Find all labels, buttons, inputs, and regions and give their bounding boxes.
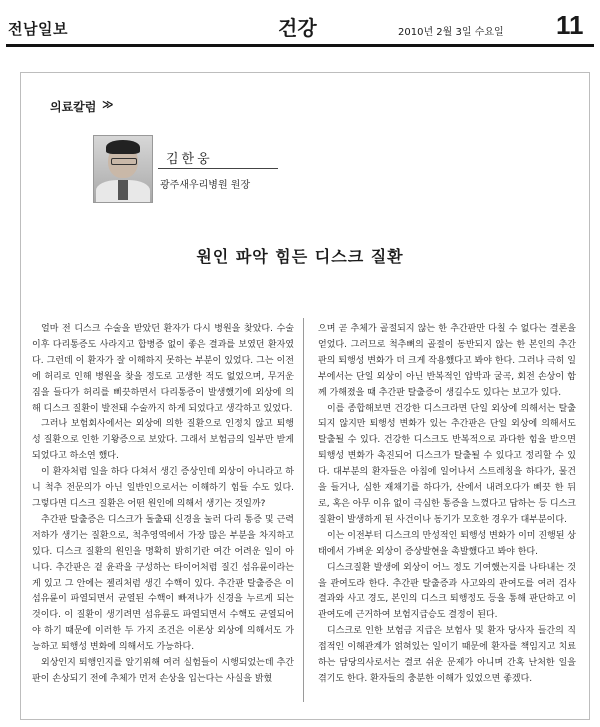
- publication-date: 2010년 2월 3일 수요일: [398, 27, 504, 38]
- paragraph: 디스크질환 발생에 외상이 어느 정도 기여했는지를 나타내는 것을 관여도라 한다. 추간판 탈출증과 사고와의 관여도를 여러 검사결과와 사고 경도, 본인의 디스크 퇴행정도 등을 통해 판단하고 이 관여도에 근거하여 보험지급승도 결정이 된다.: [318, 562, 576, 621]
- paragraph: 이 환자처럼 일을 하다 다쳐서 생긴 증상인데 외상이 아니라고 하니 척추 전문의가 아닌 일반인으로서는 이해하기 힘들 수도 있다. 그렇다면 디스크 질환은 어떤 원인에 의해서 생기는 것일까?: [32, 467, 294, 509]
- column-divider: [303, 318, 304, 702]
- paragraph: 디스크로 인한 보험금 지급은 보험사 및 환자 당사자 들간의 직접적인 이해관계가 얽혀있는 일이기 때문에 환자를 책임지고 치료하는 담당의사로서는 결코 쉬운 문제가 아니며 간혹 난처한 일을 겪기도 한다. 환자들의 충분한 이해가 있었으면 좋겠다.: [318, 626, 576, 684]
- photo-tie: [118, 180, 128, 200]
- author-divider: [158, 168, 278, 169]
- article-headline: 원인 파악 힘든 디스크 질환: [196, 247, 404, 266]
- column-tag: 의료칼럼: [50, 100, 97, 114]
- header-rule: [6, 44, 594, 47]
- paragraph: 추간판 탈출증은 디스크가 돌출돼 신경을 눌러 다리 통증 및 근력저하가 생기는 질환으로, 척추영역에서 가장 많은 부분을 차지하고 있다. 디스크 질환의 원인을 명확히 밝히기란 여간 어려운 일이 아니다. 추간판은 겉 윤곽을 구성하는 타이어처럼 질긴 섬유륜이라는 게 있고 그 안에는 젤리처럼 생긴 수핵이 있다. 추간판 탈출증은 이 섬유륜이 파열되면서 균열된 수핵이 빠져나가 신경을 누르게 되는 것이다. 이 질환이 생기려면 섬유륜도 파열되면서 수핵도 균열되어야 하기 때문에 이러한 두 가지 조건은 이론상 외상에 의해서도 가능하고 퇴행성 변화에 의해서도 가능하다.: [32, 514, 294, 653]
- section-title: 건강: [278, 16, 317, 40]
- page-number: 11: [556, 10, 584, 40]
- paragraph: 얼마 전 디스크 수술을 받았던 환자가 다시 병원을 찾았다. 수술 이후 다리통증도 사라지고 합병증 없이 좋은 결과를 보였던 환자였다. 그런데 이 환자가 잘 이해하지 못하는 부분이 있었다. 그는 이전에 허리로 인해 병원을 찾을 정도로 고생한 적도 없었으며, 무거운 짐을 들다가 허리를 삐끗하면서 다리통증이 발생했기에 외상에 의해 디스크 질환이 발전돼 수술까지 하게 되었다고 생각하고 있었다.: [32, 324, 294, 414]
- paragraph: 이는 이전부터 디스크의 만성적인 퇴행성 변화가 이미 진행된 상태에서 가벼운 외상이 증상발현을 촉발했다고 봐야 한다.: [318, 530, 576, 557]
- masthead: [0, 0, 600, 46]
- author-name: 김한웅: [166, 152, 213, 167]
- newspaper-name: 전남일보: [8, 20, 68, 38]
- photo-glasses: [111, 158, 137, 165]
- paragraph: 으며 곧 추체가 골절되지 않는 한 추간판만 다칠 수 없다는 결론을 얻었다. 그러므로 척추뼈의 골절이 동반되지 않는 한 본인의 추간판의 퇴행성 변화가 더 크게 작용했다고 봐야 한다. 그러나 극히 일부에서는 단일 외상이 아닌 반복적인 압박과 굴곡, 회전 손상이 함께 가해졌을 때 추간판 탈출증이 생길수도 있다는 보고가 있다.: [318, 324, 576, 398]
- author-photo: [93, 135, 153, 203]
- paragraph: 외상인지 퇴행인지를 알기위해 여러 실험들이 시행되었는데 추간판이 손상되기 전에 추체가 먼저 손상을 입는다는 사실을 밝혔: [32, 658, 294, 684]
- author-title: 광주새우리병원 원장: [160, 180, 251, 191]
- article-column-left: [32, 322, 294, 688]
- paragraph: 그러나 보험회사에서는 외상에 의한 질환으로 인정치 않고 퇴행성 질환으로 인한 기왕증으로 보았다. 그래서 보험금의 일부만 받게 되었다고 하소연 했다.: [32, 419, 294, 462]
- photo-hair: [106, 140, 140, 154]
- article-column-right: [318, 322, 576, 688]
- double-chevron-icon: ≫: [102, 98, 114, 111]
- paragraph: 이를 종합해보면 건강한 디스크라면 단일 외상에 의해서는 탈출되지 않지만 퇴행성 변화가 있는 추간판은 단일 외상에 의해서도 탈출될 수 있다. 건강한 디스크도 반복적으로 과다한 힘을 받으면 퇴행성 변화가 촉진되어 디스크가 탈출될 수 있다고 정리할 수 있다. 대부분의 환자들은 아침에 일어나서 스트레칭을 하다가, 물건을 들거나, 심한 재채기를 하다가, 산에서 내려오다가 삐끗 한 뒤로, 혹은 아무 이유 없이 극심한 통증을 느꼈다고 답하는 등 디스크 질환이 발생하게 된 사건이나 동기가 모호한 경우가 대부분이다.: [318, 403, 576, 525]
